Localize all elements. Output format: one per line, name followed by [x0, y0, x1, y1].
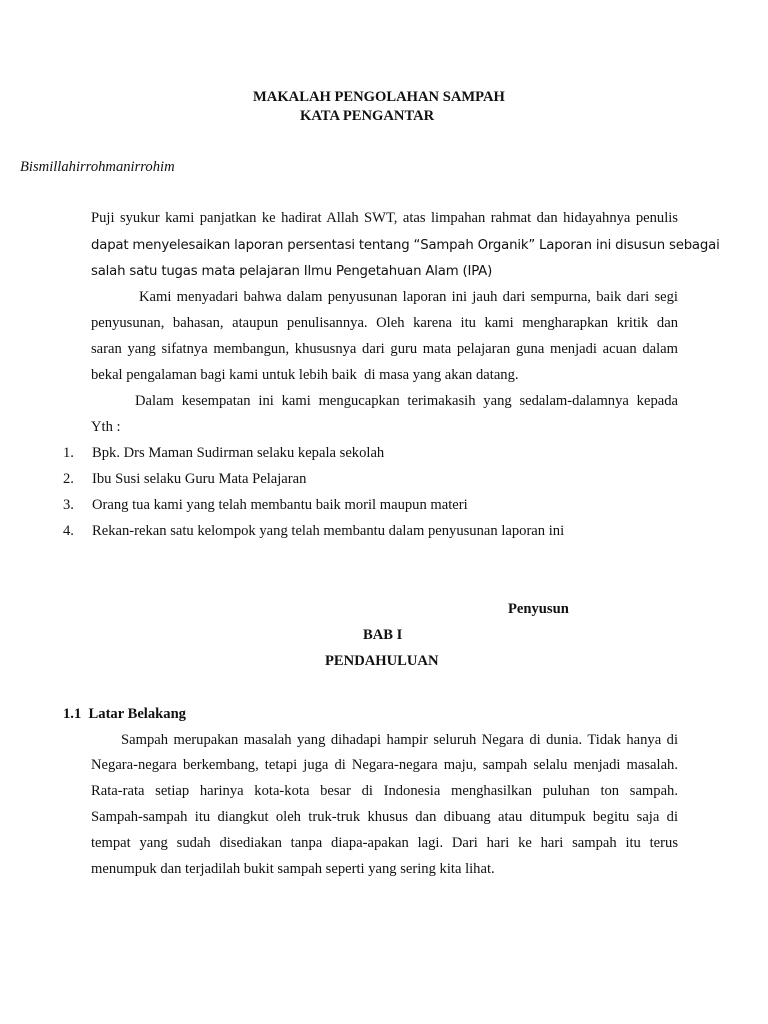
preface-p1-line-2: dapat menyelesaikan laporan persentasi tentang “Sampah Organik” Laporan ini disusun sebagai [91, 238, 720, 253]
preface-p2-line-3: saran yang sifatnya membangun, khususnya dari guru mata pelajaran guna menjadi acuan dalam [91, 341, 678, 357]
list-item-number: 2. [63, 471, 74, 487]
chapter-number: BAB I [363, 627, 403, 643]
document-title: MAKALAH PENGOLAHAN SAMPAH [253, 89, 505, 105]
list-item-text: Orang tua kami yang telah membantu baik moril maupun materi [92, 497, 468, 513]
list-item-text: Bpk. Drs Maman Sudirman selaku kepala sekolah [92, 445, 385, 461]
preface-p3-line-1: Dalam kesempatan ini kami mengucapkan terimakasih yang sedalam-dalamnya kepada [135, 393, 678, 409]
body-line-1: Sampah merupakan masalah yang dihadapi hampir seluruh Negara di dunia. Tidak hanya di [121, 732, 678, 748]
chapter-title: PENDAHULUAN [325, 653, 439, 669]
list-item-number: 3. [63, 497, 74, 513]
list-item-number: 1. [63, 445, 74, 461]
preface-p2-line-4: bekal pengalaman bagi kami untuk lebih baik di masa yang akan datang. [91, 367, 519, 383]
preface-p2-line-1: Kami menyadari bahwa dalam penyusunan laporan ini jauh dari sempurna, baik dari segi [139, 289, 678, 305]
preface-p3-line-2: Yth : [91, 419, 121, 435]
opening-basmalah: Bismillahirrohmanirrohim [20, 159, 175, 175]
body-line-5: tempat yang sudah disediakan tanpa diapa-apakan lagi. Dari hari ke hari sampah itu terus [91, 835, 678, 851]
body-line-6: menumpuk dan terjadilah bukit sampah seperti yang sering kita lihat. [91, 861, 495, 877]
list-item-text: Rekan-rekan satu kelompok yang telah membantu dalam penyusunan laporan ini [92, 523, 565, 539]
section-title-kata-pengantar: KATA PENGANTAR [300, 108, 435, 124]
body-line-2: Negara-negara berkembang, tetapi juga di Negara-negara maju, sampah selalu menjadi masalah. [91, 757, 678, 773]
list-item-text: Ibu Susi selaku Guru Mata Pelajaran [92, 471, 307, 487]
body-line-3: Rata-rata setiap harinya kota-kota besar di Indonesia menghasilkan puluhan ton sampah. [91, 783, 678, 799]
body-line-4: Sampah-sampah itu diangkut oleh truk-truk khusus dan dibuang atau ditumpuk begitu saja di [91, 809, 678, 825]
section-heading-latar-belakang: 1.1 Latar Belakang [63, 706, 186, 722]
preface-p2-line-2: penyusunan, bahasan, ataupun penulisannya. Oleh karena itu kami mengharapkan kritik dan [91, 315, 678, 331]
list-item-number: 4. [63, 523, 74, 539]
preface-p1-line-3: salah satu tugas mata pelajaran Ilmu Pengetahuan Alam (IPA) [91, 264, 493, 279]
preface-p1-line-1: Puji syukur kami panjatkan ke hadirat Allah SWT, atas limpahan rahmat dan hidayahnya penulis [91, 210, 678, 226]
signature-penyusun: Penyusun [508, 601, 569, 617]
